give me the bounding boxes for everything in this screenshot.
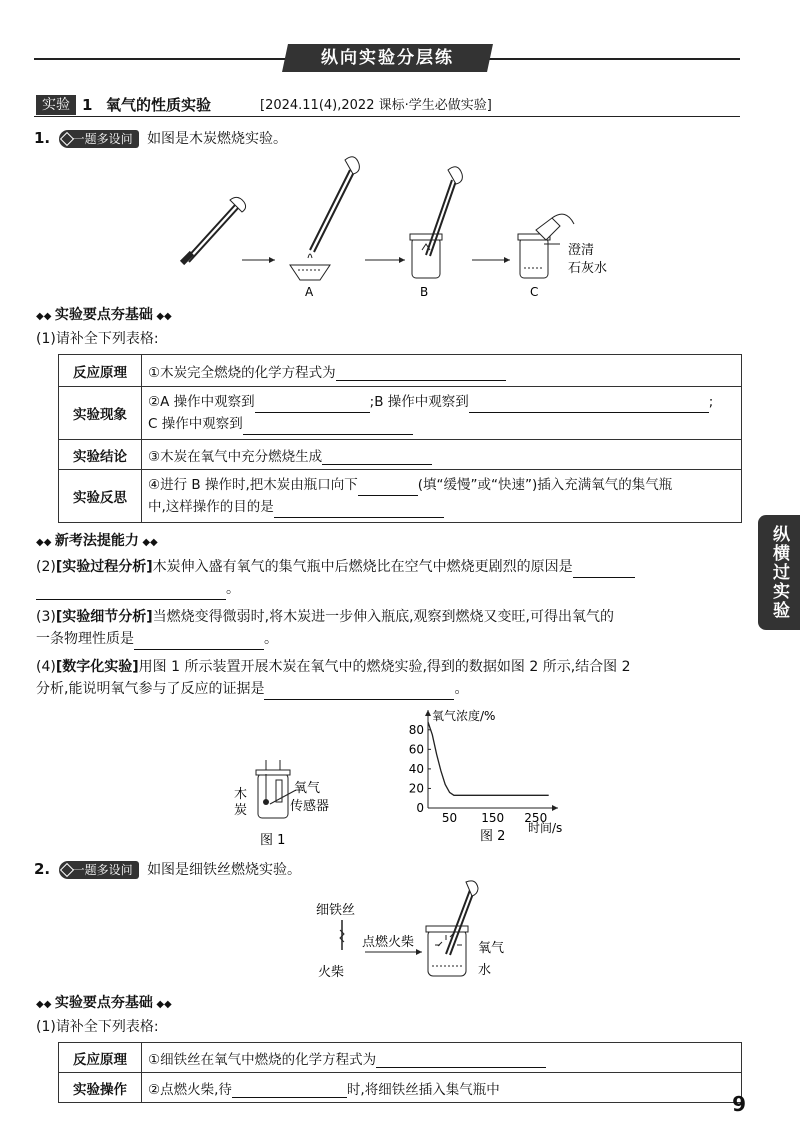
table-cell: ①细铁丝在氧气中燃烧的化学方程式为	[142, 1043, 742, 1073]
question-2-header	[34, 858, 301, 881]
y-axis-label: 氧气浓度/%	[432, 709, 496, 723]
answer-blank[interactable]	[36, 585, 226, 600]
answer-blank[interactable]	[264, 685, 454, 700]
answer-blank[interactable]	[469, 398, 709, 413]
label-ignite: 点燃火柴	[362, 935, 415, 950]
question-text: 如图是木炭燃烧实验。	[147, 131, 288, 147]
section-basics-2: ◆◆ 实验要点夯基础 ◆◆	[36, 995, 172, 1011]
gas-jar-b-icon	[410, 167, 462, 278]
series-line-oxygen	[428, 722, 549, 795]
answer-blank[interactable]	[573, 563, 635, 578]
answer-blank[interactable]	[322, 450, 432, 465]
answer-blank[interactable]	[134, 635, 264, 650]
x-axis-label: 时间/s	[528, 821, 563, 835]
page-number: 9	[732, 1092, 746, 1116]
label-oxygen: 氧气	[478, 941, 505, 956]
label-iron-wire: 细铁丝	[316, 903, 356, 918]
answer-blank[interactable]	[243, 420, 413, 435]
limewater-label-2: 石灰水	[568, 261, 608, 276]
section-new-methods: ◆◆ 新考法提能力 ◆◆	[36, 533, 158, 549]
multi-question-badge: 一题多设问	[59, 130, 139, 148]
question-text: 如图是细铁丝燃烧实验。	[147, 862, 302, 878]
answer-blank[interactable]	[255, 398, 370, 413]
fig1-label-sensor-1: 氧气	[294, 781, 321, 796]
question-2-table	[58, 1042, 742, 1103]
table-cell: ③木炭在氧气中充分燃烧生成	[142, 440, 742, 470]
iron-wire-experiment-figure	[310, 880, 520, 990]
answer-blank[interactable]	[274, 503, 444, 518]
y-tick-label: 40	[408, 761, 424, 776]
figure-2-chart	[400, 700, 580, 850]
experiment-tag: 实验	[36, 95, 76, 115]
figure-1-apparatus	[230, 760, 350, 850]
fig2-caption: 图 2	[480, 829, 506, 844]
fig1-caption: 图 1	[260, 833, 286, 848]
multi-question-badge: 一题多设问	[59, 861, 139, 879]
table-cell: ②A 操作中观察到 ;B 操作中观察到 ; C 操作中观察到	[142, 387, 742, 440]
banner-title: 纵向实验分层练	[321, 48, 454, 68]
table-row	[59, 1043, 742, 1073]
x-tick-label: 50	[441, 811, 458, 825]
x-tick-label: 250	[524, 811, 548, 825]
table-row	[59, 387, 742, 440]
answer-blank[interactable]	[336, 366, 506, 381]
y-tick-label: 60	[408, 742, 424, 757]
figure-label-c: C	[530, 285, 539, 299]
sub-question-1: (1)请补全下列表格:	[36, 1019, 159, 1035]
question-number: 2.	[34, 860, 51, 878]
figure-label-a: A	[305, 285, 314, 299]
answer-blank[interactable]	[232, 1083, 347, 1098]
figure-label-b: B	[420, 285, 429, 299]
experiment-number: 1	[82, 96, 93, 114]
section-basics: ◆◆ 实验要点夯基础 ◆◆	[36, 307, 172, 323]
table-row	[59, 1073, 742, 1103]
x-tick-label: 150	[481, 811, 505, 825]
origin-label: 0	[416, 801, 424, 815]
sub-question-2: (2)[实验过程分析]木炭伸入盛有氧气的集气瓶中后燃烧比在空气中燃烧更剧烈的原因是 。	[36, 556, 742, 600]
table-cell: ①木炭完全燃烧的化学方程式为	[142, 355, 742, 387]
charcoal-experiment-figure	[180, 150, 620, 300]
gas-jar-c-icon	[518, 214, 574, 278]
tongs-charcoal-icon	[180, 197, 246, 265]
sub-question-1: (1)请补全下列表格:	[36, 331, 159, 347]
sub-question-4: (4)[数字化实验]用图 1 所示装置开展木炭在氧气中的燃烧实验,得到的数据如图 2 所示,结合图 2 分析,能说明氧气参与了反应的证据是 。	[36, 656, 742, 700]
table-row-head: 实验反思	[59, 470, 142, 523]
question-1-header	[34, 127, 287, 150]
sub-question-3: (3)[实验细节分析]当燃烧变得微弱时,将木炭进一步伸入瓶底,观察到燃烧又变旺,可得出氧气的 一条物理性质是 。	[36, 606, 742, 650]
y-tick-label: 80	[408, 722, 424, 737]
table-row-head: 实验操作	[59, 1073, 142, 1103]
table-row-head: 反应原理	[59, 1043, 142, 1073]
question-1-table	[58, 354, 742, 523]
table-cell: ②点燃火柴,待 时,将细铁丝插入集气瓶中	[142, 1073, 742, 1103]
fig1-label-charcoal-1: 木	[234, 787, 248, 802]
fig1-label-sensor-2: 传感器	[290, 799, 330, 814]
table-row	[59, 440, 742, 470]
section-banner	[282, 44, 493, 72]
y-tick-label: 20	[408, 781, 424, 796]
gas-jar-iron-icon	[426, 881, 478, 976]
experiment-heading	[34, 94, 740, 117]
table-row	[59, 470, 742, 523]
table-row	[59, 355, 742, 387]
answer-blank[interactable]	[376, 1053, 546, 1068]
experiment-title: 氧气的性质实验	[106, 96, 212, 114]
answer-blank[interactable]	[358, 481, 418, 496]
alcohol-lamp-icon	[290, 157, 359, 280]
table-cell: ④进行 B 操作时,把木炭由瓶口向下 (填“缓慢”或“快速”)插入充满氧气的集气瓶 中,这样操作的目的是	[142, 470, 742, 523]
label-match: 火柴	[318, 965, 345, 980]
limewater-label-1: 澄清	[568, 243, 595, 258]
side-chapter-tab[interactable]: 纵横过实验	[758, 515, 800, 630]
fig1-label-charcoal-2: 炭	[234, 803, 248, 818]
table-row-head: 反应原理	[59, 355, 142, 387]
question-number: 1.	[34, 129, 51, 147]
experiment-note: [2024.11(4),2022 课标·学生必做实验]	[260, 98, 492, 113]
table-row-head: 实验结论	[59, 440, 142, 470]
label-water: 水	[478, 963, 492, 978]
table-row-head: 实验现象	[59, 387, 142, 440]
